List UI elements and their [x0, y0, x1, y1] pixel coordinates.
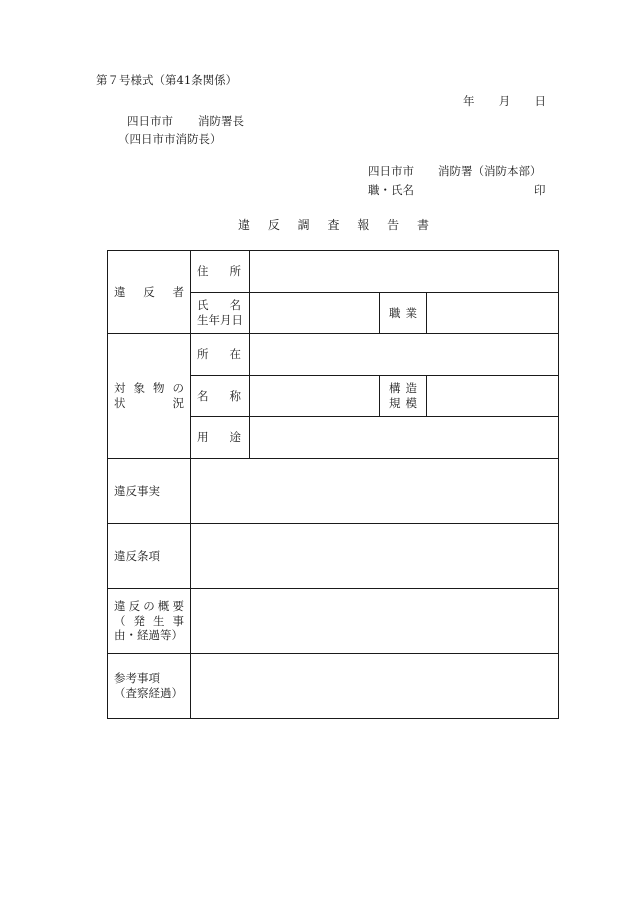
document-title [238, 219, 429, 231]
sender-org [368, 166, 542, 178]
title-char: 書 [416, 218, 429, 232]
occupation-field[interactable] [427, 293, 559, 334]
violation-summary-row [108, 589, 559, 654]
title-char: 調 [297, 218, 310, 232]
addressee-city: 四日市市 [127, 114, 173, 128]
name-birth-field[interactable] [250, 293, 380, 334]
title-char: 報 [357, 218, 370, 232]
violation-facts-row [108, 459, 559, 524]
location-field[interactable] [250, 334, 559, 376]
location-label-cell: 所 在 [191, 334, 250, 376]
date-year-label: 年 [463, 94, 475, 108]
title-char: 査 [327, 218, 340, 232]
reference-notes-row [108, 654, 559, 719]
violation-clauses-field[interactable] [191, 524, 559, 589]
structure-scale-field[interactable] [427, 376, 559, 417]
addressee-title: 消防署長 [198, 114, 244, 128]
violation-facts-label: 違反事実 [108, 459, 191, 524]
violator-address-row [108, 251, 559, 293]
name-birth-label-cell: 氏 名 生年月日 [191, 293, 250, 334]
sender-name-label: 職・氏名 [368, 183, 414, 197]
form-number: 第７号様式（第41条関係） [96, 73, 238, 87]
title-char: 違 [238, 218, 251, 232]
object-name-field[interactable] [250, 376, 380, 417]
title-char: 告 [387, 218, 400, 232]
sender-city: 四日市市 [368, 164, 414, 178]
title-char: 反 [267, 218, 280, 232]
addressee-line2: （四日市市消防長） [118, 132, 222, 146]
address-label-cell: 住 所 [191, 251, 250, 293]
violation-clauses-row [108, 524, 559, 589]
date-line [463, 96, 546, 108]
reference-notes-field[interactable] [191, 654, 559, 719]
violation-summary-field[interactable] [191, 589, 559, 654]
report-form-table [107, 250, 559, 719]
target-location-row [108, 334, 559, 376]
use-field[interactable] [250, 417, 559, 459]
violator-label-cell: 違 反 者 [108, 251, 191, 334]
target-label-cell: 対 象 物 の 状 況 [108, 334, 191, 459]
reference-notes-label: 参考事項 （査察経過） [108, 654, 191, 719]
object-name-label-cell: 名 称 [191, 376, 250, 417]
structure-scale-label-cell: 構 造 規 模 [380, 376, 427, 417]
date-month-label: 月 [498, 94, 511, 108]
violation-clauses-label: 違反条項 [108, 524, 191, 589]
address-field[interactable] [250, 251, 559, 293]
use-label-cell: 用 途 [191, 417, 250, 459]
violation-facts-field[interactable] [191, 459, 559, 524]
birthdate-label: 生年月日 [197, 313, 243, 327]
seal-mark: 印 [534, 183, 546, 197]
violation-summary-label: 違 反 の 概 要 （ 発 生 事 由・経過等） [108, 589, 191, 654]
sender-unit: 消防署（消防本部） [438, 164, 542, 178]
addressee-line1 [127, 116, 244, 128]
date-day-label: 日 [534, 94, 546, 108]
occupation-label-cell: 職 業 [380, 293, 427, 334]
